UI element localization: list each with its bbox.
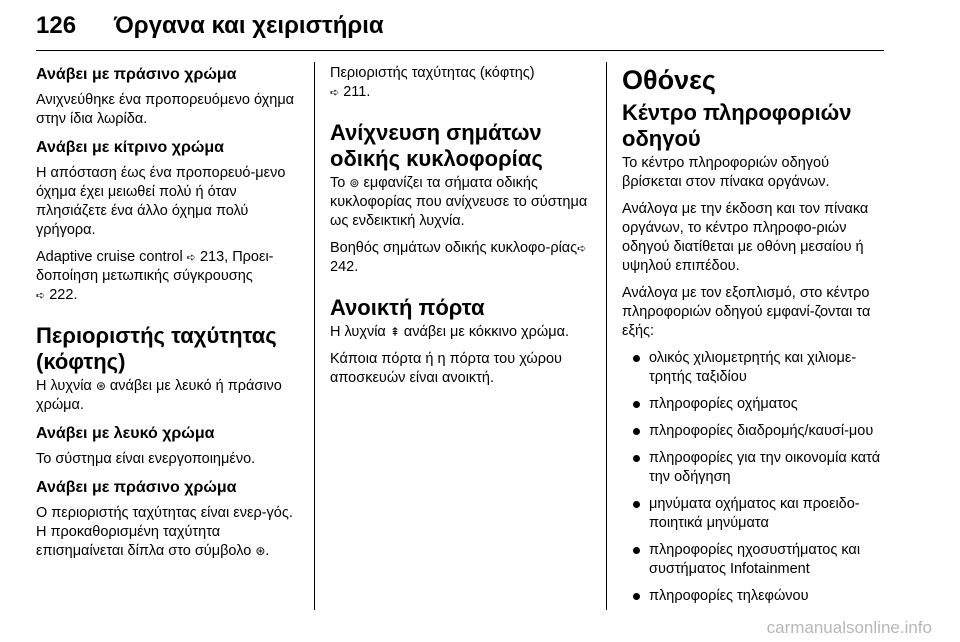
bullet-icon bbox=[633, 428, 640, 435]
list-item: μηνύματα οχήματος και προειδο-ποιητικά μηνύματα bbox=[622, 495, 887, 533]
dic-contents-list bbox=[622, 349, 887, 606]
paragraph-door-lamp: Η λυχνία ⇞ ανάβει με κόκκινο χρώμα. bbox=[330, 324, 569, 340]
page-number: 126 bbox=[36, 12, 77, 39]
heading-door-open: Ανοικτή πόρτα bbox=[330, 295, 485, 320]
door-open-icon: ⇞ bbox=[389, 325, 400, 339]
list-item: ολικός χιλιομετρητής και χιλιομε-τρητής ταξιδίου bbox=[622, 349, 887, 387]
page-header bbox=[0, 0, 960, 54]
heading-white: Ανάβει με λευκό χρώμα bbox=[36, 425, 215, 442]
paragraph-dic-contents: Ανάλογα με τον εξοπλισμό, στο κέντρο πληροφοριών οδηγού εμφανί-ζονται τα εξής: bbox=[622, 285, 871, 339]
bullet-icon bbox=[633, 501, 640, 508]
column-divider-1 bbox=[314, 62, 315, 610]
acc-ref-text: 213, Προει-δοποίηση μετωπικής σύγκρουσης bbox=[36, 249, 274, 284]
paragraph-traffic-sign-assistant: Βοηθός σημάτων οδικής κυκλοφο-ρίας➪ 242. bbox=[330, 240, 587, 275]
heading-yellow: Ανάβει με κίτρινο χρώμα bbox=[36, 139, 224, 156]
paragraph-acc-references bbox=[36, 248, 298, 305]
column-divider-2 bbox=[606, 62, 607, 610]
heading-traffic-sign-recognition: Ανίχνευση σημάτων οδικής κυκλοφορίας bbox=[330, 120, 543, 171]
paragraph-yellow: Η απόσταση έως ένα προπορευό-μενο όχημα έχει μειωθεί πολύ ή όταν πλησιάζετε ένα άλλο όχημα πολύ γρήγορα. bbox=[36, 165, 286, 238]
bullet-icon bbox=[633, 455, 640, 462]
speed-limiter-icon: ⊛ bbox=[95, 379, 106, 393]
acc-text: Adaptive cruise control bbox=[36, 249, 187, 265]
list-item: πληροφορίες διαδρομής/καυσί-μου bbox=[622, 422, 887, 441]
column-1 bbox=[36, 64, 298, 569]
paragraph-green-1: Ανιχνεύθηκε ένα προπορευόμενο όχημα στην ίδια λωρίδα. bbox=[36, 92, 295, 127]
list-item: πληροφορίες οχήματος bbox=[622, 395, 887, 414]
column-3 bbox=[622, 64, 887, 614]
paragraph-dic-versions: Ανάλογα με την έκδοση και τον πίνακα οργάνων, το κέντρο πληροφο-ριών οδηγού διατίθεται με οθόνη μεσαίου ή υψηλού επιπέδου. bbox=[622, 201, 869, 274]
watermark: carmanualsonline.info bbox=[766, 618, 932, 637]
heading-green-1: Ανάβει με πράσινο χρώμα bbox=[36, 66, 237, 83]
list-item: πληροφορίες τηλεφώνου bbox=[622, 587, 887, 606]
heading-speed-limiter: Περιοριστής ταχύτητας (κόφτης) bbox=[36, 323, 277, 374]
heading-displays: Οθόνες bbox=[622, 65, 716, 95]
arrow-reference-icon[interactable]: ➪ bbox=[577, 242, 587, 255]
arrow-reference-icon[interactable]: ➪ bbox=[186, 251, 196, 264]
list-item: πληροφορίες ηχοσυστήματος και συστήματος Infotainment bbox=[622, 541, 887, 579]
header-divider bbox=[36, 50, 884, 51]
arrow-reference-icon[interactable]: ➪ bbox=[330, 86, 340, 99]
paragraph-dic-location: Το κέντρο πληροφοριών οδηγού βρίσκεται στον πίνακα οργάνων. bbox=[622, 155, 830, 190]
paragraph-door-open: Κάποια πόρτα ή η πόρτα του χώρου αποσκευών είναι ανοικτή. bbox=[330, 351, 562, 386]
traffic-sign-icon: ⊚ bbox=[349, 176, 360, 190]
page-title: Όργανα και χειριστήρια bbox=[114, 12, 384, 39]
paragraph-white: Το σύστημα είναι ενεργοποιημένο. bbox=[36, 451, 256, 467]
paragraph-limiter-reference: Περιοριστής ταχύτητας (κόφτης) ➪ 211. bbox=[330, 65, 535, 100]
paragraph-green-2: Ο περιοριστής ταχύτητας είναι ενερ-γός. Η προκαθορισμένη ταχύτητα επισημαίνεται δίπλα στο σύμβολο ⊛. bbox=[36, 505, 293, 559]
heading-green-2: Ανάβει με πράσινο χρώμα bbox=[36, 479, 237, 496]
heading-driver-information-center: Κέντρο πληροφοριών οδηγού bbox=[622, 100, 852, 151]
fcw-ref-text: 222. bbox=[45, 287, 78, 303]
bullet-icon bbox=[633, 547, 640, 554]
list-item: πληροφορίες για την οικονομία κατά την οδήγηση bbox=[622, 449, 887, 487]
speed-limiter-icon: ⊛ bbox=[255, 544, 266, 558]
bullet-icon bbox=[633, 593, 640, 600]
bullet-icon bbox=[633, 355, 640, 362]
bullet-icon bbox=[633, 401, 640, 408]
paragraph-limiter-lamp: Η λυχνία ⊛ ανάβει με λευκό ή πράσινο χρώμα. bbox=[36, 378, 282, 413]
paragraph-traffic-sign: Το ⊚ εμφανίζει τα σήματα οδικής κυκλοφορίας που ανίχνευσε το σύστημα ως ενδεικτική λυχνία. bbox=[330, 175, 588, 229]
column-2 bbox=[330, 64, 592, 396]
arrow-reference-icon[interactable]: ➪ bbox=[36, 289, 46, 302]
